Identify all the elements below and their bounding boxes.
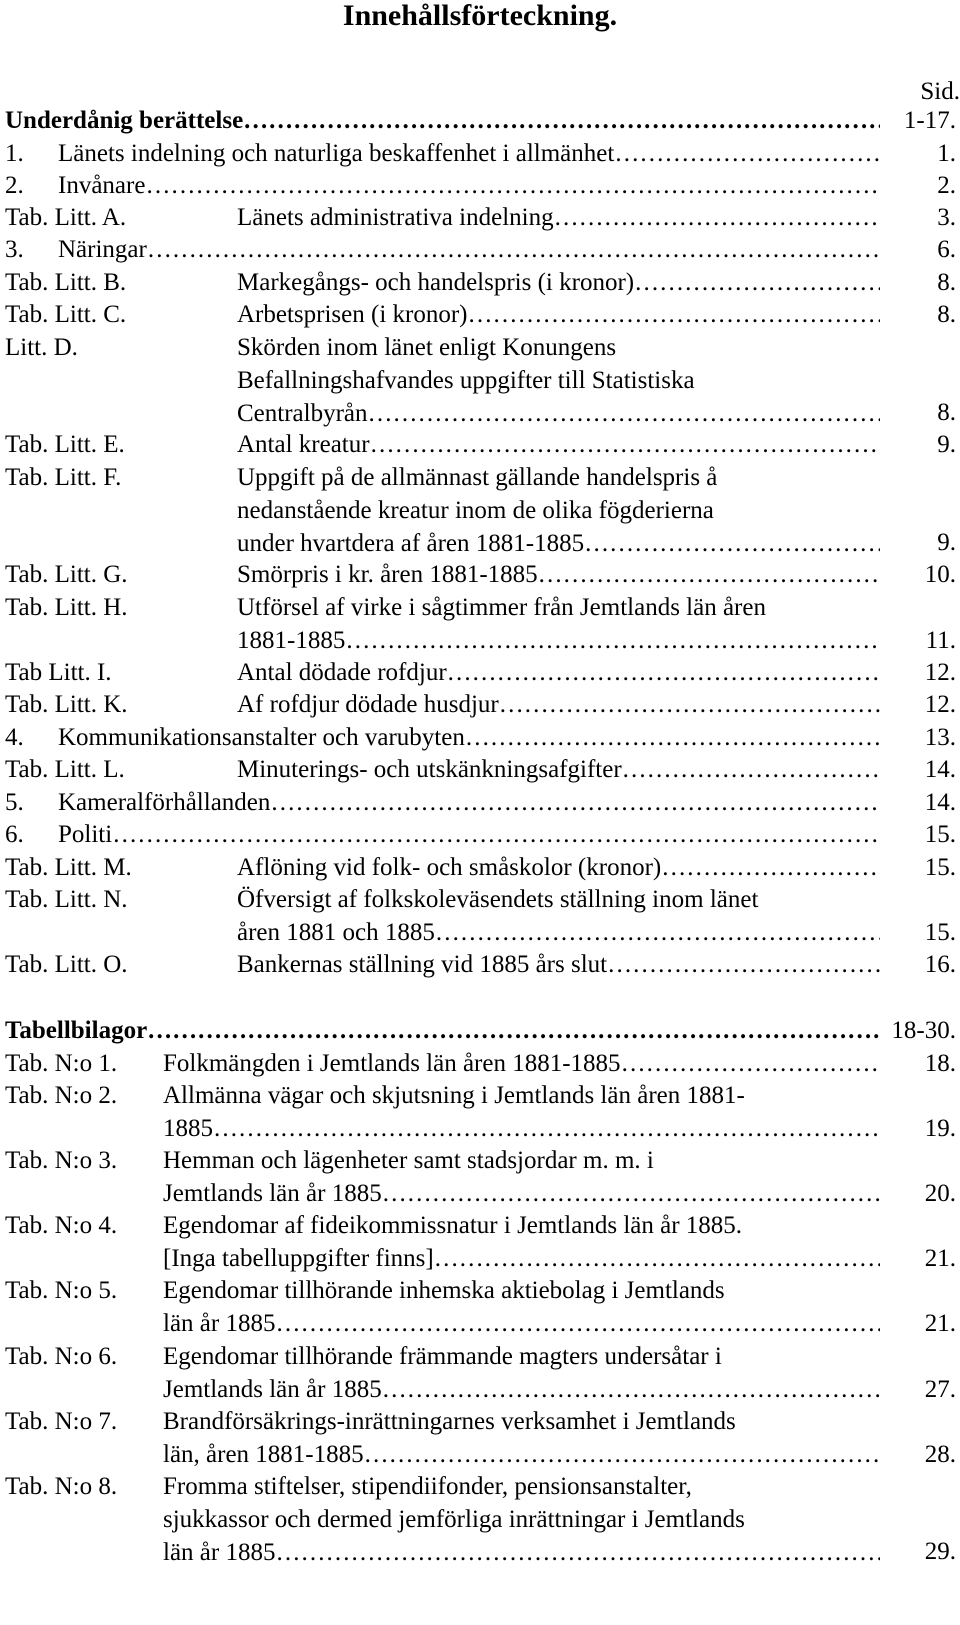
entry-title-line: 1881-1885 bbox=[237, 627, 346, 654]
page-number: 8. bbox=[937, 301, 956, 328]
toc-entry bbox=[0, 688, 960, 721]
entry-title bbox=[163, 1470, 880, 1569]
entry-title-line: Centralbyrån bbox=[237, 400, 368, 427]
toc-entry bbox=[0, 721, 960, 754]
entry-title-line: Minuterings- och utskänkningsafgifter bbox=[237, 756, 622, 783]
entry-label: Tab. N:o 1. bbox=[5, 1050, 118, 1077]
toc-entry bbox=[0, 558, 960, 591]
entry-label: Tab. Litt. L. bbox=[5, 756, 125, 783]
toc-entry bbox=[0, 104, 960, 137]
entry-title bbox=[58, 721, 880, 754]
dot-leader bbox=[634, 266, 880, 299]
entry-label: Tab. Litt. C. bbox=[5, 301, 127, 328]
entry-title-line: Egendomar tillhörande inhemska aktiebolag i Jemtlands bbox=[163, 1277, 725, 1304]
entry-label: Tab. N:o 2. bbox=[5, 1082, 118, 1109]
entry-title-line: Markegångs- och handelspris (i kronor) bbox=[237, 269, 635, 296]
entry-title-line: Politi bbox=[58, 821, 113, 848]
toc-entry bbox=[0, 786, 960, 819]
entry-title bbox=[237, 428, 880, 461]
entry-title-line: under hvartdera af åren 1881-1885 bbox=[237, 530, 585, 557]
page-number: 10. bbox=[924, 561, 956, 588]
page-number: 15. bbox=[924, 821, 956, 848]
page-number: 18. bbox=[924, 1050, 956, 1077]
entry-title-line: Fromma stiftelser, stipendiifonder, pensionsanstalter, bbox=[163, 1473, 692, 1500]
toc-entry bbox=[0, 233, 960, 266]
page-number: 12. bbox=[924, 691, 956, 718]
page-number: 1. bbox=[937, 140, 956, 167]
dot-leader bbox=[368, 397, 880, 430]
page-number: 9. bbox=[937, 529, 956, 556]
entry-label: Tab. N:o 4. bbox=[5, 1212, 118, 1239]
toc-entry bbox=[0, 1014, 960, 1047]
page-number: 8. bbox=[937, 269, 956, 296]
entry-title-line: Jemtlands län år 1885 bbox=[163, 1180, 382, 1207]
toc-entry bbox=[0, 1340, 960, 1405]
entry-title bbox=[163, 1274, 880, 1340]
entry-title bbox=[163, 1209, 880, 1275]
entry-label: Tab. Litt. B. bbox=[5, 269, 127, 296]
entry-title-line: Allmänna vägar och skjutsning i Jemtlands län åren 1881- bbox=[163, 1082, 745, 1109]
entry-label: Tab. N:o 6. bbox=[5, 1343, 118, 1370]
entry-label: 1. bbox=[5, 140, 24, 167]
toc-entry bbox=[0, 461, 960, 559]
toc-entry bbox=[0, 656, 960, 689]
page-number: 3. bbox=[937, 204, 956, 231]
page-number: 15. bbox=[924, 854, 956, 881]
toc-entry bbox=[0, 1047, 960, 1080]
entry-title bbox=[237, 753, 880, 786]
toc-entry bbox=[0, 818, 960, 851]
entry-label: Tab. Litt. E. bbox=[5, 431, 125, 458]
entry-label: Tab. Litt. F. bbox=[5, 464, 122, 491]
entry-title-line: Öfversigt af folkskoleväsendets ställning inom länet bbox=[237, 886, 759, 913]
dot-leader bbox=[243, 104, 880, 137]
page-number: 6. bbox=[937, 236, 956, 263]
entry-title bbox=[237, 298, 880, 331]
entry-title-line: Kameralförhållanden bbox=[58, 789, 271, 816]
dot-leader bbox=[538, 558, 880, 591]
entry-title bbox=[5, 1014, 880, 1047]
dot-leader bbox=[607, 948, 880, 981]
entry-title bbox=[237, 883, 880, 949]
toc-entry bbox=[0, 753, 960, 786]
page-number: 8. bbox=[937, 399, 956, 426]
toc-entry bbox=[0, 1209, 960, 1274]
toc-entry bbox=[0, 851, 960, 884]
page-title: Innehållsförteckning. bbox=[342, 0, 618, 32]
dot-leader bbox=[554, 201, 880, 234]
dot-leader bbox=[275, 1536, 880, 1569]
entry-label: 3. bbox=[5, 236, 24, 263]
page-number: 15. bbox=[924, 918, 956, 946]
entry-title bbox=[163, 1079, 880, 1145]
page-number: 1-17. bbox=[903, 107, 956, 134]
entry-title bbox=[237, 461, 880, 560]
entry-title-line: Antal kreatur bbox=[237, 431, 370, 458]
dot-leader bbox=[499, 688, 880, 721]
entry-label: 4. bbox=[5, 724, 24, 751]
toc-entry bbox=[0, 1274, 960, 1339]
dot-leader bbox=[382, 1177, 880, 1210]
page-number: 29. bbox=[924, 1538, 956, 1565]
entry-title-line: Underdånig berättelse bbox=[5, 107, 244, 134]
entry-label: Tab. Litt. G. bbox=[5, 561, 128, 588]
entry-label: 5. bbox=[5, 789, 24, 816]
entry-title-line: Antal dödade rofdjur bbox=[237, 659, 447, 686]
dot-leader bbox=[112, 818, 880, 851]
dot-leader bbox=[270, 786, 880, 819]
toc-entry bbox=[0, 1079, 960, 1144]
toc-entry bbox=[0, 137, 960, 170]
entry-label: Tab. Litt. K. bbox=[5, 691, 128, 718]
dot-leader bbox=[345, 624, 880, 657]
page-number: 14. bbox=[924, 789, 956, 816]
entry-title bbox=[163, 1340, 880, 1406]
entry-title bbox=[58, 137, 880, 170]
entry-title-line: Skörden inom länet enligt Konungens bbox=[237, 334, 617, 361]
dot-leader bbox=[145, 169, 880, 202]
dot-leader bbox=[382, 1373, 880, 1406]
entry-label: Tab. Litt. O. bbox=[5, 951, 128, 978]
toc-entry bbox=[0, 1405, 960, 1470]
entry-title-line: Uppgift på de allmännast gällande handelspris å bbox=[237, 464, 718, 491]
toc-entry bbox=[0, 331, 960, 429]
page-number: 13. bbox=[924, 724, 956, 751]
entry-title-line: 1885 bbox=[163, 1115, 213, 1142]
dot-leader bbox=[370, 428, 880, 461]
dot-leader bbox=[434, 1242, 880, 1275]
page-number: 14. bbox=[924, 756, 956, 783]
entry-title-line: Kommunikationsanstalter och varubyten bbox=[58, 724, 465, 751]
dot-leader bbox=[147, 1014, 880, 1047]
entry-label: Tab Litt. I. bbox=[5, 659, 112, 686]
entry-label: 2. bbox=[5, 172, 24, 199]
dot-leader bbox=[435, 916, 880, 949]
dot-leader bbox=[465, 721, 880, 754]
entry-label: Tab. N:o 3. bbox=[5, 1147, 118, 1174]
entry-title bbox=[163, 1405, 880, 1471]
entry-title bbox=[163, 1144, 880, 1210]
entry-title-line: åren 1881 och 1885 bbox=[237, 919, 435, 946]
dot-leader bbox=[364, 1438, 880, 1471]
entry-label: Tab. N:o 7. bbox=[5, 1408, 118, 1435]
entry-title bbox=[237, 948, 880, 981]
page-number: 27. bbox=[924, 1375, 956, 1403]
entry-title-line: län, åren 1881-1885 bbox=[163, 1441, 364, 1468]
toc-entry bbox=[0, 298, 960, 331]
entry-title-line: Aflöning vid folk- och småskolor (kronor) bbox=[237, 854, 662, 881]
page-column-header: Sid. bbox=[920, 78, 960, 105]
dot-leader bbox=[447, 656, 880, 689]
entry-title-line: Utförsel af virke i sågtimmer från Jemtlands län åren bbox=[237, 594, 766, 621]
toc-entry bbox=[0, 169, 960, 202]
entry-title-line: Bankernas ställning vid 1885 års slut bbox=[237, 951, 608, 978]
toc-entry bbox=[0, 883, 960, 948]
entry-title-line: [Inga tabelluppgifter finns] bbox=[163, 1245, 434, 1272]
entry-title-line: län år 1885 bbox=[163, 1310, 276, 1337]
entry-title-line: Befallningshafvandes uppgifter till Statistiska bbox=[237, 367, 695, 394]
page-number: 9. bbox=[937, 431, 956, 458]
entry-title-line: Af rofdjur dödade husdjur bbox=[237, 691, 499, 718]
page-number: 2. bbox=[937, 172, 956, 199]
entry-title bbox=[237, 851, 880, 884]
entry-title-line: Länets indelning och naturliga beskaffenhet i allmänhet bbox=[58, 140, 615, 167]
entry-title bbox=[58, 169, 880, 202]
toc-entry bbox=[0, 948, 960, 981]
toc-entry bbox=[0, 1144, 960, 1209]
dot-leader bbox=[584, 527, 880, 560]
toc-entry bbox=[0, 591, 960, 656]
entry-title-line: Länets administrativa indelning bbox=[237, 204, 554, 231]
entry-label: Tab. N:o 8. bbox=[5, 1473, 118, 1500]
dot-leader bbox=[468, 298, 881, 331]
page-number: 16. bbox=[924, 951, 956, 978]
dot-leader bbox=[614, 137, 880, 170]
entry-title bbox=[237, 591, 880, 657]
entry-title-line: sjukkassor och dermed jemförliga inrättningar i Jemtlands bbox=[163, 1506, 745, 1533]
entry-title-line: Smörpris i kr. åren 1881-1885 bbox=[237, 561, 538, 588]
entry-title bbox=[58, 233, 880, 266]
entry-title bbox=[237, 558, 880, 591]
entry-title bbox=[237, 266, 880, 299]
entry-title bbox=[237, 688, 880, 721]
entry-title bbox=[237, 201, 880, 234]
dot-leader bbox=[275, 1307, 880, 1340]
dot-leader bbox=[661, 851, 880, 884]
toc-entry bbox=[0, 201, 960, 234]
entry-label: Tab. Litt. M. bbox=[5, 854, 132, 881]
entry-title-line: Invånare bbox=[58, 172, 146, 199]
entry-title bbox=[237, 656, 880, 689]
page-number: 11. bbox=[925, 626, 956, 654]
page-number: 28. bbox=[924, 1440, 956, 1468]
entry-title-line: Folkmängden i Jemtlands län åren 1881-1885 bbox=[163, 1050, 621, 1077]
entry-label: Tab. Litt. H. bbox=[5, 594, 128, 621]
page-number: 19. bbox=[924, 1114, 956, 1142]
dot-leader bbox=[622, 753, 880, 786]
entry-title-line: Egendomar tillhörande främmande magters undersåtar i bbox=[163, 1343, 722, 1370]
entry-title-line: Egendomar af fideikommissnatur i Jemtlands län år 1885. bbox=[163, 1212, 743, 1239]
entry-title-line: Näringar bbox=[58, 236, 147, 263]
entry-label: Tab. Litt. N. bbox=[5, 886, 128, 913]
entry-label: Litt. D. bbox=[5, 334, 78, 361]
entry-title-line: nedanstående kreatur inom de olika fögderierna bbox=[237, 497, 714, 524]
page-number: 12. bbox=[924, 659, 956, 686]
entry-label: Tab. Litt. A. bbox=[5, 204, 127, 231]
entry-label: 6. bbox=[5, 821, 24, 848]
entry-title bbox=[237, 331, 880, 430]
toc-entry bbox=[0, 1470, 960, 1568]
toc-entry bbox=[0, 266, 960, 299]
page-number: 21. bbox=[924, 1309, 956, 1337]
entry-title-line: Hemman och lägenheter samt stadsjordar m. m. i bbox=[163, 1147, 654, 1174]
entry-title-line: län år 1885 bbox=[163, 1539, 276, 1566]
entry-label: Tab. N:o 5. bbox=[5, 1277, 118, 1304]
entry-title-line: Arbetsprisen (i kronor) bbox=[237, 301, 468, 328]
page-number: 21. bbox=[924, 1244, 956, 1272]
entry-title-line: Tabellbilagor bbox=[5, 1017, 148, 1044]
dot-leader bbox=[213, 1112, 880, 1145]
entry-title-line: Jemtlands län år 1885 bbox=[163, 1376, 382, 1403]
dot-leader bbox=[621, 1047, 880, 1080]
page-number: 18-30. bbox=[891, 1017, 956, 1044]
entry-title-line: Brandförsäkrings-inrättningarnes verksamhet i Jemtlands bbox=[163, 1408, 736, 1435]
page-number: 20. bbox=[924, 1179, 956, 1207]
toc-entry bbox=[0, 428, 960, 461]
entry-title bbox=[58, 786, 880, 819]
entry-title bbox=[5, 104, 880, 137]
dot-leader bbox=[147, 233, 880, 266]
entry-title bbox=[58, 818, 880, 851]
entry-title bbox=[163, 1047, 880, 1080]
